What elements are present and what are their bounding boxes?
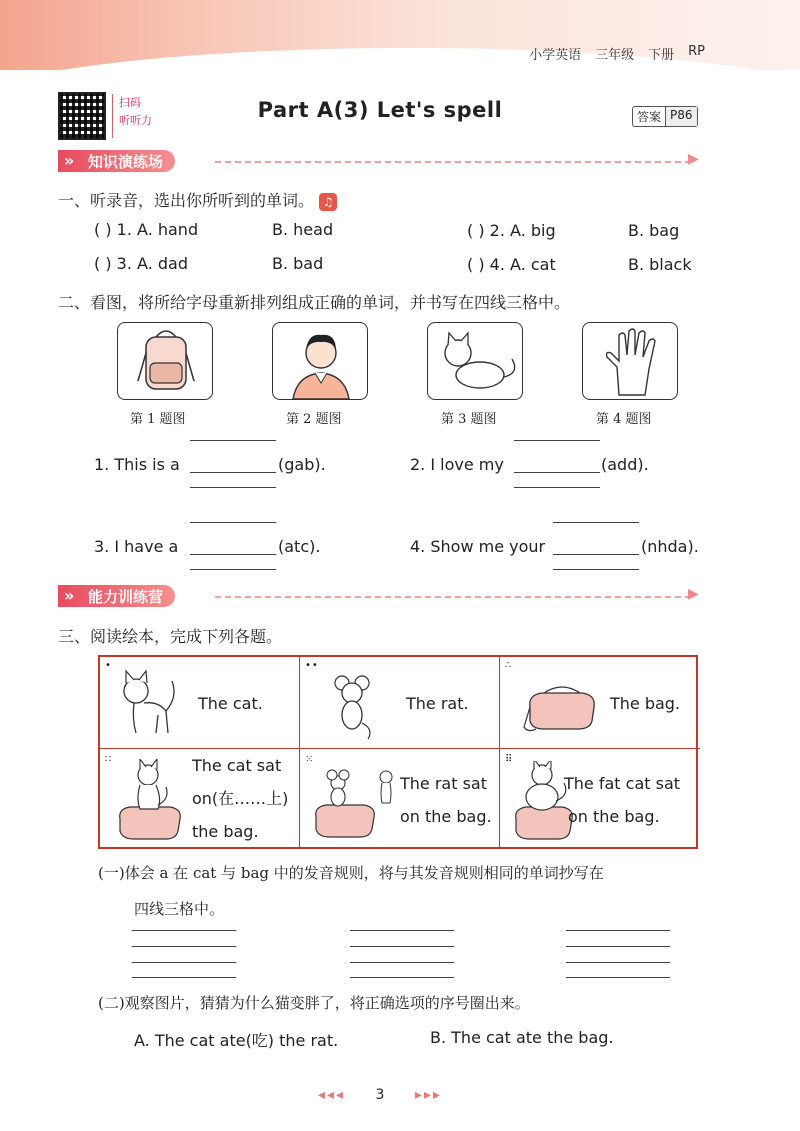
- q1-heading-text: 一、听录音，选出你所听到的单词。: [58, 191, 315, 210]
- writing-line: [132, 977, 236, 978]
- story-text: The cat sat: [192, 756, 282, 775]
- answer-label: 答案: [637, 110, 662, 124]
- story-text: The rat sat: [400, 774, 487, 793]
- bag-icon: [522, 677, 602, 737]
- hand-picture: [582, 322, 678, 400]
- divider: [215, 596, 691, 598]
- dice-dots: ••: [305, 660, 319, 671]
- writing-line: [553, 569, 639, 570]
- story-text: on the bag.: [400, 807, 492, 826]
- writing-line: [190, 569, 276, 570]
- writing-line: [190, 522, 276, 523]
- meta-volume: 下册: [648, 48, 675, 63]
- writing-line: [566, 946, 670, 947]
- writing-line: [553, 522, 639, 523]
- story-text: on the bag.: [568, 807, 660, 826]
- q2-item-2-pre: 2. I love my: [410, 455, 504, 474]
- q2-item-3-post: (atc).: [278, 537, 321, 556]
- q3-sub1-line2: 四线三格中。: [134, 900, 225, 918]
- answer-blank[interactable]: [350, 962, 454, 963]
- story-text: The cat.: [198, 694, 263, 713]
- meta-edition: RP: [688, 44, 705, 59]
- q1-item-1: [94, 220, 198, 239]
- story-cell-3: [500, 657, 700, 749]
- story-cell-4: [100, 749, 300, 847]
- page-number: 3: [375, 1087, 385, 1103]
- man-icon: [273, 323, 369, 401]
- dice-dots: ∴: [505, 660, 513, 671]
- divider: [215, 161, 691, 163]
- writing-line: [190, 440, 276, 441]
- backpack-picture: [117, 322, 213, 400]
- chevron-right-icon: »: [64, 586, 75, 605]
- cat-icon: [428, 323, 524, 401]
- answer-blank[interactable]: [190, 554, 276, 555]
- dice-dots: ⁙: [305, 754, 315, 765]
- writing-line: [132, 946, 236, 947]
- option-b: B. bag: [628, 221, 680, 240]
- cat-picture: [427, 322, 523, 400]
- headphones-icon[interactable]: ♫: [319, 193, 337, 211]
- writing-line: [350, 930, 454, 931]
- q2-item-4-post: (nhda).: [641, 537, 699, 556]
- answer-paren[interactable]: ( ): [467, 221, 485, 240]
- caption-3: 第 3 题图: [441, 412, 497, 427]
- meta-subject: 小学英语: [529, 48, 582, 63]
- writing-line: [566, 977, 670, 978]
- dad-picture: [272, 322, 368, 400]
- rat-icon: [328, 671, 378, 741]
- section-tag-label: 知识演练场: [88, 153, 164, 171]
- story-text: The rat.: [406, 694, 469, 713]
- answer-paren[interactable]: ( ): [94, 220, 112, 239]
- writing-line: [132, 930, 236, 931]
- section-tag-practice: [58, 150, 175, 172]
- choice-a[interactable]: A. The cat ate(吃) the rat.: [134, 1031, 339, 1050]
- left-arrows-icon: ◂◂◂: [317, 1087, 346, 1103]
- answer-blank[interactable]: [566, 962, 670, 963]
- meta-grade: 三年级: [595, 48, 635, 63]
- cat-on-bag-icon: [110, 759, 190, 843]
- caption-4: 第 4 题图: [596, 412, 652, 427]
- answer-badge[interactable]: [632, 106, 698, 127]
- q2-item-2-post: (add).: [601, 455, 649, 474]
- hand-icon: [583, 323, 679, 401]
- answer-blank[interactable]: [132, 962, 236, 963]
- story-text: the bag.: [192, 822, 259, 841]
- option-a: 4. A. cat: [489, 255, 556, 274]
- q1-item-2: [467, 221, 556, 240]
- story-cell-6: [500, 749, 700, 847]
- section-tag-ability: [58, 585, 175, 607]
- answer-blank[interactable]: [190, 472, 276, 473]
- dice-dots: ∷: [105, 754, 113, 765]
- rat-on-bag-icon: [310, 763, 400, 843]
- q3-sub2: (二)观察图片，猜猜为什么猫变胖了，将正确选项的序号圈出来。: [98, 994, 530, 1012]
- answer-paren[interactable]: ( ): [467, 255, 485, 274]
- q2-item-3-pre: 3. I have a: [94, 537, 179, 556]
- page-footer: [0, 1087, 760, 1103]
- option-a: 1. A. hand: [116, 220, 199, 239]
- storybook-grid: [98, 655, 698, 849]
- option-b: B. black: [628, 255, 692, 274]
- answer-paren[interactable]: ( ): [94, 254, 112, 273]
- q2-item-4-pre: 4. Show me your: [410, 537, 546, 556]
- story-text: The bag.: [610, 694, 681, 713]
- story-cell-1: [100, 657, 300, 749]
- q2-heading: 二、看图，将所给字母重新排列组成正确的单词，并书写在四线三格中。: [58, 293, 571, 312]
- page-title: Part A(3) Let's spell: [257, 98, 503, 122]
- right-arrows-icon: ▸▸▸: [414, 1087, 442, 1103]
- writing-line: [514, 487, 600, 488]
- story-cell-5: [300, 749, 500, 847]
- option-b: B. head: [272, 220, 334, 239]
- q1-item-3: [94, 254, 188, 273]
- book-meta: [529, 44, 705, 63]
- arrow-right-icon: ▶: [688, 586, 699, 602]
- story-cell-2: [300, 657, 500, 749]
- scan-label-line1: 扫码: [119, 96, 141, 109]
- caption-2: 第 2 题图: [286, 412, 342, 427]
- scan-label-line2: 听听力: [119, 114, 152, 127]
- writing-line: [190, 487, 276, 488]
- q3-heading: 三、阅读绘本，完成下列各题。: [58, 627, 283, 646]
- dice-dots: •: [105, 660, 112, 671]
- choice-b[interactable]: B. The cat ate the bag.: [430, 1028, 614, 1047]
- story-text: on(在……上): [192, 789, 289, 808]
- story-text: The fat cat sat: [564, 774, 681, 793]
- writing-line: [350, 946, 454, 947]
- q2-item-1-pre: 1. This is a: [94, 455, 180, 474]
- option-a: 3. A. dad: [116, 254, 188, 273]
- answer-blank[interactable]: [553, 554, 639, 555]
- cat-icon: [114, 667, 184, 739]
- q2-item-1-post: (gab).: [278, 455, 326, 474]
- writing-line: [566, 930, 670, 931]
- q1-item-4: [467, 255, 556, 274]
- chevron-right-icon: »: [64, 151, 75, 170]
- backpack-icon: [118, 323, 214, 401]
- q3-sub1-line1: (一)体会 a 在 cat 与 bag 中的发音规则，将与其发音规则相同的单词抄写在: [98, 864, 604, 882]
- answer-page: P86: [665, 107, 697, 126]
- option-a: 2. A. big: [489, 221, 556, 240]
- option-b: B. bad: [272, 254, 324, 273]
- writing-line: [350, 977, 454, 978]
- caption-1: 第 1 题图: [130, 412, 186, 427]
- answer-blank[interactable]: [514, 472, 600, 473]
- arrow-right-icon: ▶: [688, 151, 699, 167]
- section-tag-label: 能力训练营: [88, 588, 164, 606]
- q1-heading: [58, 188, 337, 211]
- dice-dots: ⠿: [505, 754, 514, 765]
- writing-line: [514, 440, 600, 441]
